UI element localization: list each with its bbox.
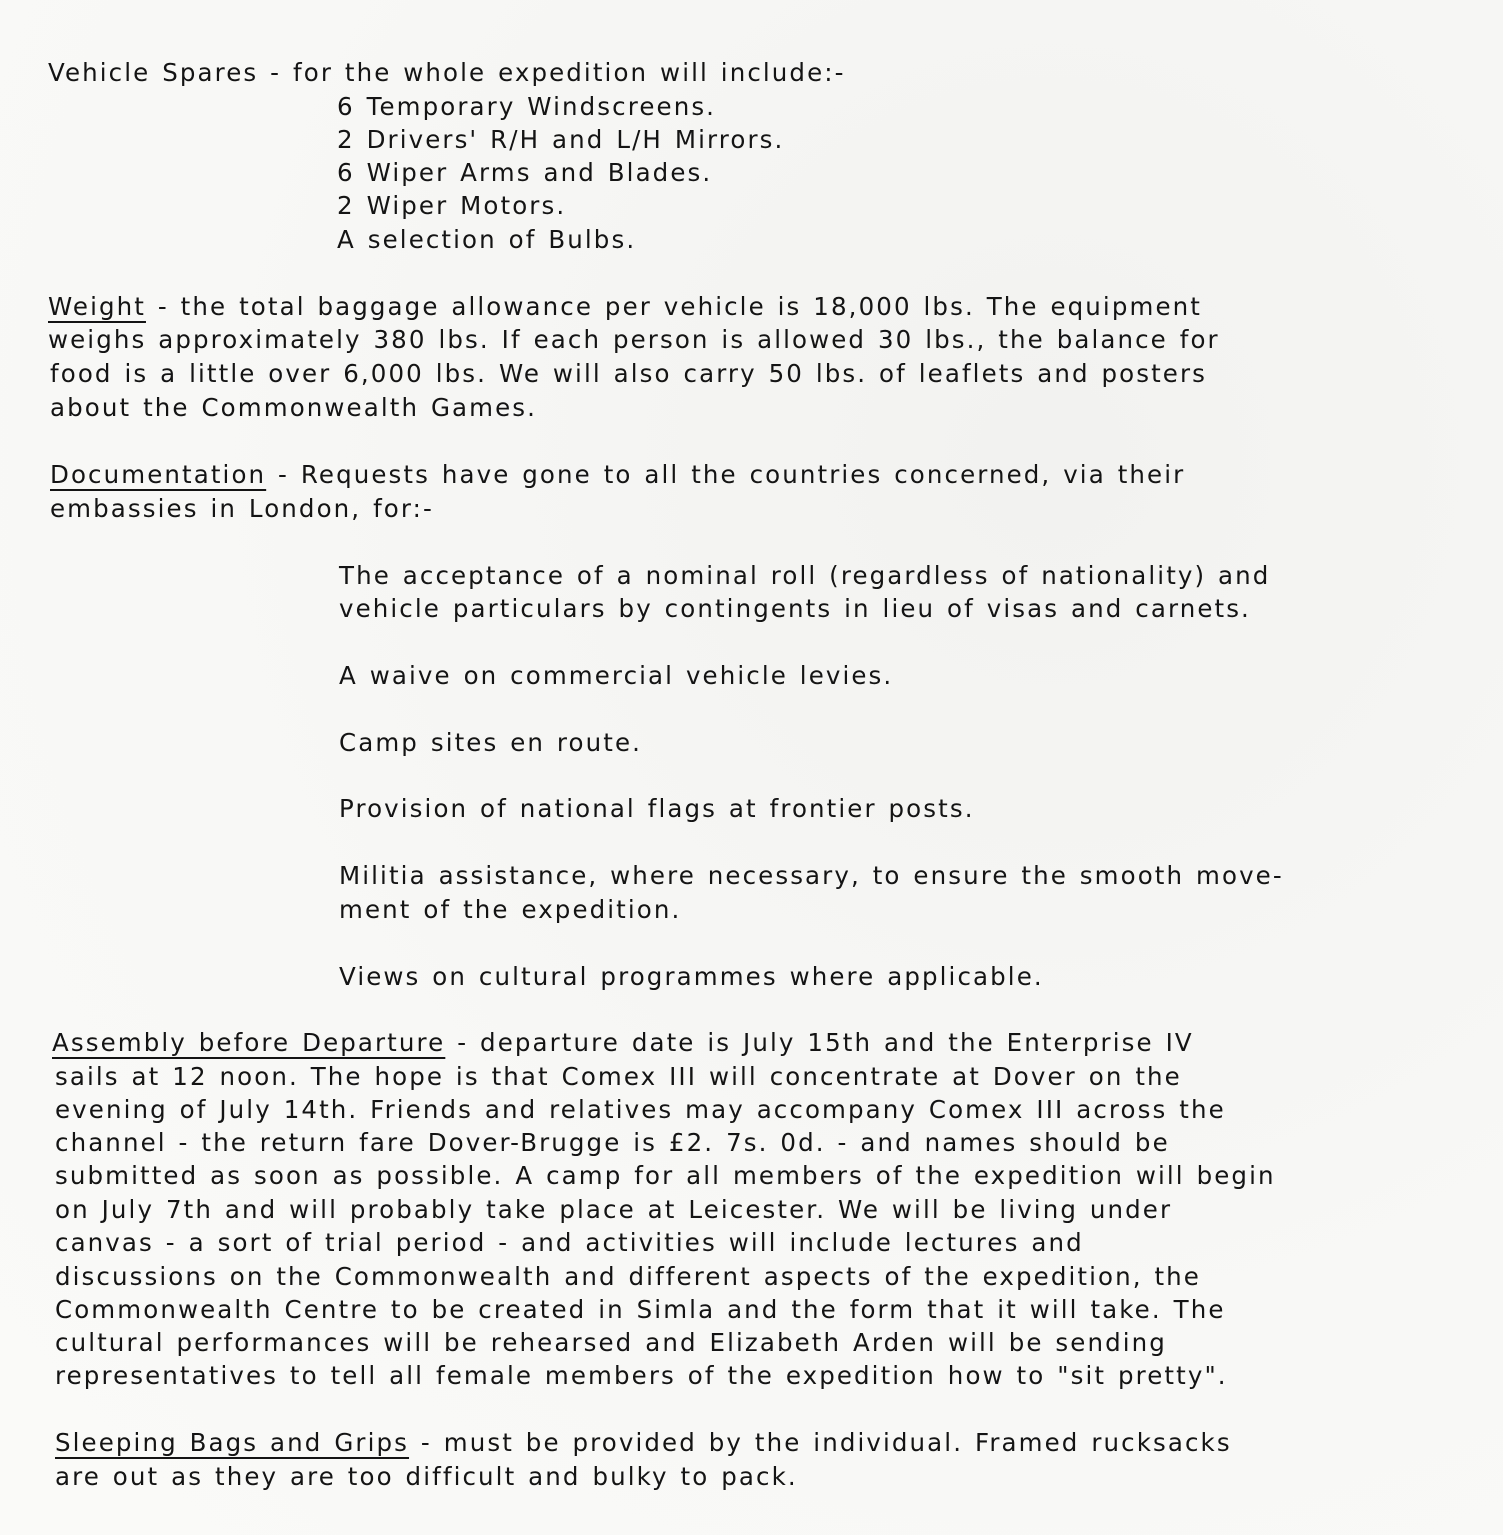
assembly-line: submitted as soon as possible. A camp for all members of the expedition will begin bbox=[55, 1161, 1276, 1190]
assembly-heading: Assembly before Departure bbox=[52, 1028, 446, 1057]
assembly-line: discussions on the Commonwealth and different aspects of the expedition, the bbox=[55, 1262, 1201, 1291]
assembly-line: on July 7th and will probably take place at Leicester. We will be living under bbox=[55, 1195, 1173, 1224]
weight-heading: Weight bbox=[48, 292, 146, 321]
assembly-line: evening of July 14th. Friends and relatives may accompany Comex III across the bbox=[55, 1095, 1226, 1124]
sleeping-line bbox=[55, 1428, 1232, 1458]
documentation-heading: Documentation bbox=[50, 460, 267, 489]
spares-item: 6 Temporary Windscreens. bbox=[337, 92, 717, 121]
assembly-line: canvas - a sort of trial period - and activities will include lectures and bbox=[55, 1228, 1084, 1257]
sleeping-text: - must be provided by the individual. Framed rucksacks bbox=[409, 1428, 1232, 1457]
documentation-line bbox=[50, 460, 1185, 490]
documentation-text: - Requests have gone to all the countries concerned, via their bbox=[266, 460, 1186, 489]
weight-line: about the Commonwealth Games. bbox=[50, 393, 538, 422]
spares-item: 6 Wiper Arms and Blades. bbox=[337, 158, 713, 187]
spares-item: A selection of Bulbs. bbox=[337, 225, 637, 254]
assembly-text: - departure date is July 15th and the Enterprise IV bbox=[445, 1028, 1194, 1057]
assembly-line bbox=[52, 1028, 1194, 1058]
spares-item: 2 Wiper Motors. bbox=[337, 191, 567, 220]
assembly-line: sails at 12 noon. The hope is that Comex III will concentrate at Dover on the bbox=[55, 1062, 1182, 1091]
weight-text: - the total baggage allowance per vehicle is 18,000 lbs. The equipment bbox=[145, 292, 1202, 321]
vehicle-spares-intro: - for the whole expedition will include:- bbox=[258, 58, 846, 87]
spares-item: 2 Drivers' R/H and L/H Mirrors. bbox=[337, 125, 785, 154]
assembly-line: representatives to tell all female members of the expedition how to "sit pretty". bbox=[55, 1361, 1228, 1390]
vehicle-spares-line bbox=[48, 58, 846, 88]
documentation-request: vehicle particulars by contingents in lieu of visas and carnets. bbox=[339, 594, 1251, 623]
documentation-request: Views on cultural programmes where applicable. bbox=[339, 962, 1044, 991]
sleeping-line: are out as they are too difficult and bulky to pack. bbox=[55, 1462, 798, 1491]
documentation-request: A waive on commercial vehicle levies. bbox=[339, 661, 894, 690]
assembly-line: cultural performances will be rehearsed and Elizabeth Arden will be sending bbox=[55, 1328, 1167, 1357]
weight-line bbox=[48, 292, 1202, 322]
documentation-request: The acceptance of a nominal roll (regardless of nationality) and bbox=[339, 561, 1271, 590]
documentation-request: Provision of national flags at frontier posts. bbox=[339, 794, 975, 823]
documentation-request: Camp sites en route. bbox=[339, 728, 643, 757]
weight-line: food is a little over 6,000 lbs. We will also carry 50 lbs. of leaflets and posters bbox=[50, 359, 1208, 388]
documentation-request: ment of the expedition. bbox=[339, 895, 682, 924]
vehicle-spares-heading: Vehicle Spares bbox=[48, 58, 259, 87]
assembly-line: channel - the return fare Dover-Brugge is £2. 7s. 0d. - and names should be bbox=[55, 1128, 1170, 1157]
documentation-request: Militia assistance, where necessary, to ensure the smooth move- bbox=[339, 861, 1284, 890]
sleeping-heading: Sleeping Bags and Grips bbox=[55, 1428, 410, 1457]
documentation-line: embassies in London, for:- bbox=[50, 494, 434, 523]
weight-line: weighs approximately 380 lbs. If each person is allowed 30 lbs., the balance for bbox=[48, 325, 1220, 354]
assembly-line: Commonwealth Centre to be created in Simla and the form that it will take. The bbox=[55, 1295, 1226, 1324]
